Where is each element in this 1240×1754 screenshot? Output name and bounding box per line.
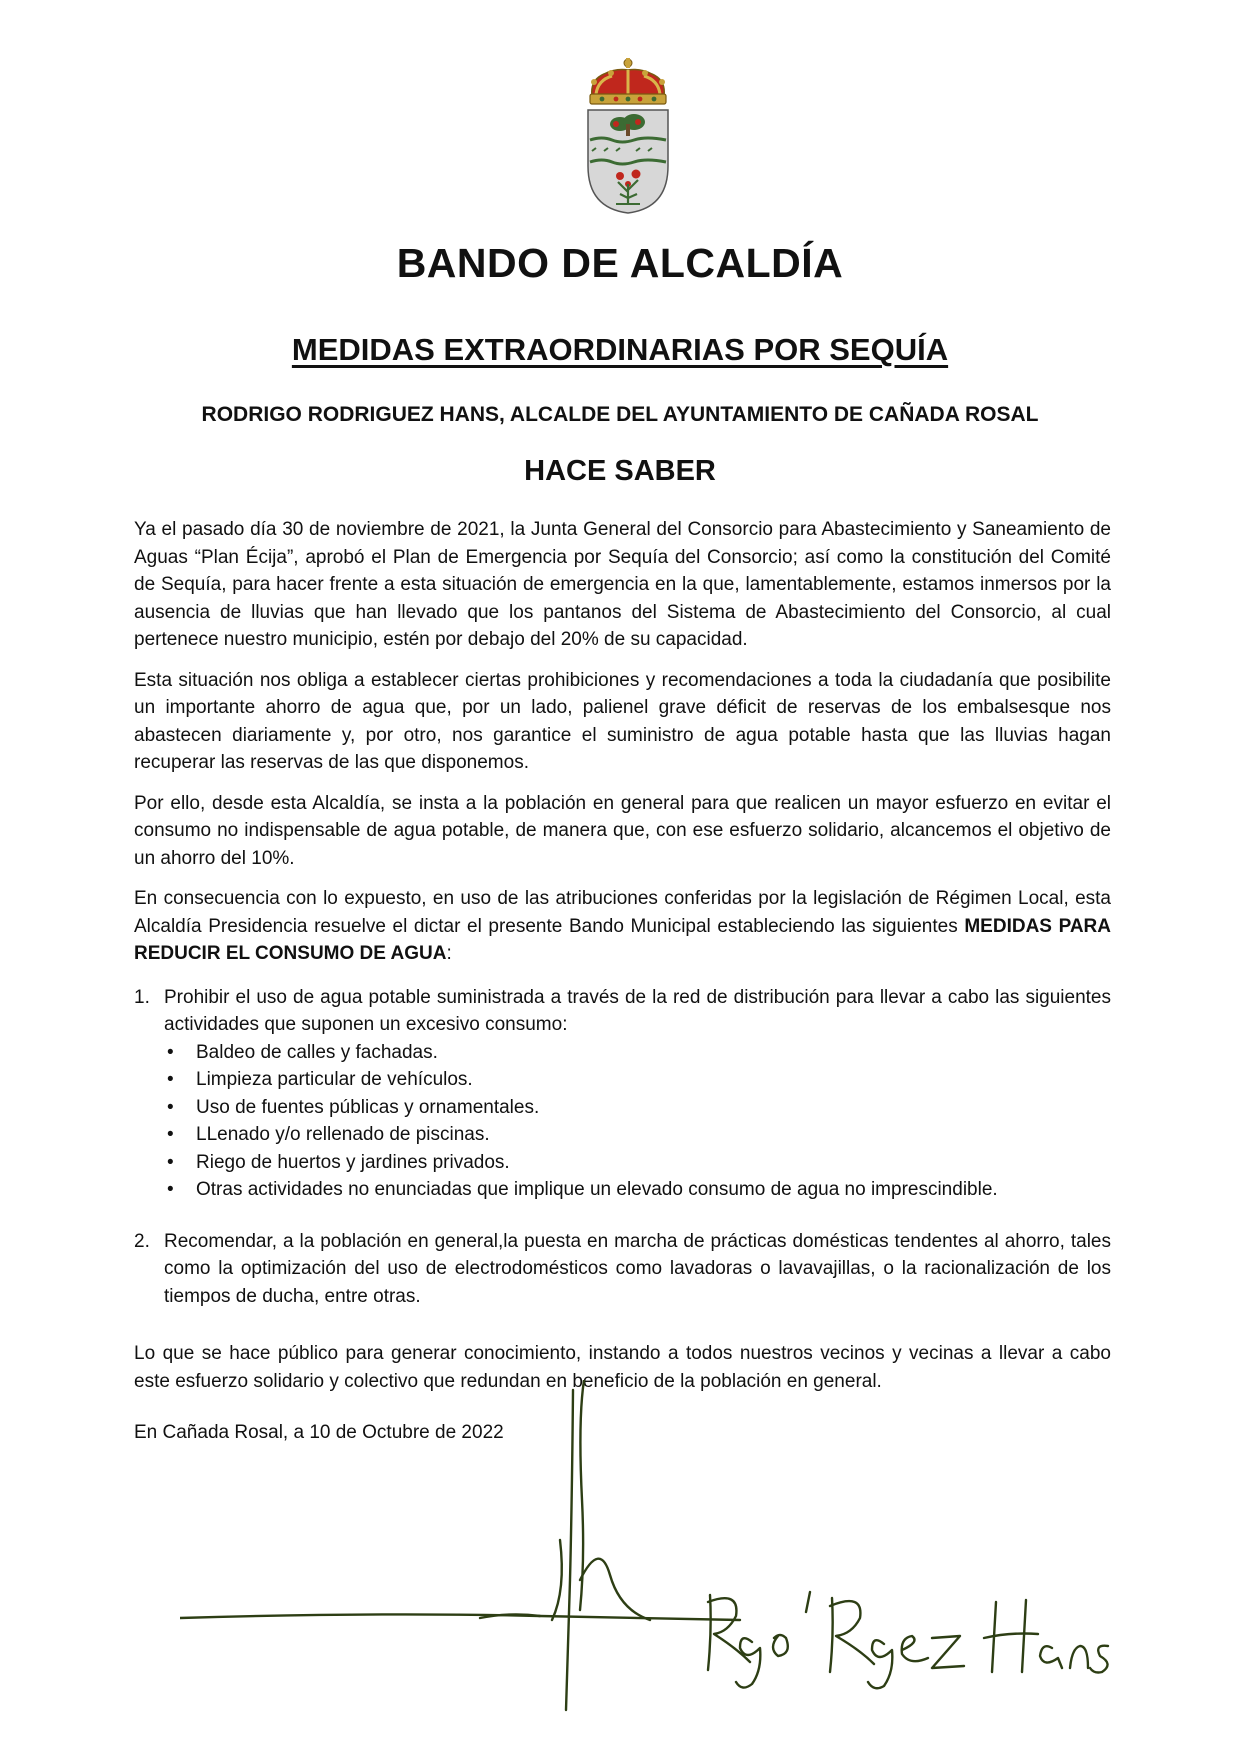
date-line: En Cañada Rosal, a 10 de Octubre de 2022 [134,1422,504,1443]
crown-icon [590,58,666,104]
shield-icon [588,110,668,213]
measure-number: 2. [134,1230,150,1252]
paragraph: Esta situación nos obliga a establecer ciertas prohibiciones y recomendaciones a toda la ciudadanía que posibilite un importante ahorro de agua que, por un lado, palienel grave déficit de reservas de los embalsesque nos abastecen diariamente y, por otro, nos garantice el suministro de agua potable hasta que las lluvias hagan recuperar las reservas de las que disponemos. [134,669,1111,773]
measure-item [134,1228,1111,1311]
prohibited-activities-list [164,1039,1111,1204]
list-item: • Limpieza particular de vehículos. [164,1066,1111,1094]
list-item: • Baldeo de calles y fachadas. [164,1039,1111,1067]
resolution-paragraph [134,885,1111,968]
paragraph: Por ello, desde esta Alcaldía, se insta a la población en general para que realicen un mayor esfuerzo en evitar el consumo no indispensable de agua potable, de manera que, con ese esfuerzo solidario, alcancemos el objetivo de un ahorro del 10%. [134,792,1111,869]
resolution-end: : [446,943,452,964]
measure-number: 1. [134,986,150,1008]
measures-list [134,984,1111,1311]
municipal-coat-of-arms [582,58,674,214]
closing-paragraph: Lo que se hace público para generar conocimiento, instando a todos nuestros vecinos y vecinas a llevar a cabo este esfuerzo solidario y colectivo que redundan en beneficio de la población en general. [134,1343,1111,1392]
list-item: • Uso de fuentes públicas y ornamentales. [164,1094,1111,1122]
resolution-text: En consecuencia con lo expuesto, en uso de las atribuciones conferidas por la legislación de Régimen Local, esta Alcaldía Presidencia resuelve el dictar el presente Bando Municipal estableciendo las siguientes [134,888,1111,937]
list-item: • LLenado y/o rellenado de piscinas. [164,1121,1111,1149]
issuer-line: RODRIGO RODRIGUEZ HANS, ALCALDE DEL AYUNTAMIENTO DE CAÑADA ROSAL [201,403,1039,426]
paragraph: Ya el pasado día 30 de noviembre de 2021, la Junta General del Consorcio para Abastecimiento y Saneamiento de Aguas “Plan Écija”, aprobó el Plan de Emergencia por Sequía del Consorcio; así como la constitución del Comité de Sequía, para hacer frente a esta situación de emergencia en la que, lamentablemente, estamos inmersos por la ausencia de lluvias que han llevado que los pantanos del Sistema de Abastecimiento del Consorcio, al cual pertenece nuestro municipio, estén por debajo del 20% de su capacidad. [134,519,1111,650]
announcement-heading: HACE SABER [524,455,716,487]
document-subtitle: MEDIDAS EXTRAORDINARIAS POR SEQUÍA [291,332,949,367]
list-item: • Otras actividades no enunciadas que implique un elevado consumo de agua no imprescindible. [164,1176,1111,1204]
list-item: • Riego de huertos y jardines privados. [164,1149,1111,1177]
resolution-emphasis: MEDIDAS PARA REDUCIR EL CONSUMO DE AGUA [134,915,1111,964]
document-body [134,516,1111,1460]
measure-item [134,984,1111,1204]
document-title: BANDO DE ALCALDÍA [396,240,844,286]
measure-text: Recomendar, a la población en general,la puesta en marcha de prácticas domésticas tendentes al ahorro, tales como la optimización del uso de electrodomésticos como lavadoras o lavavajillas, o la racionalización de los tiempos de ducha, entre otras. [164,1230,1111,1307]
measure-text: Prohibir el uso de agua potable suministrada a través de la red de distribución para llevar a cabo las siguientes actividades que suponen un excesivo consumo: [164,986,1111,1035]
